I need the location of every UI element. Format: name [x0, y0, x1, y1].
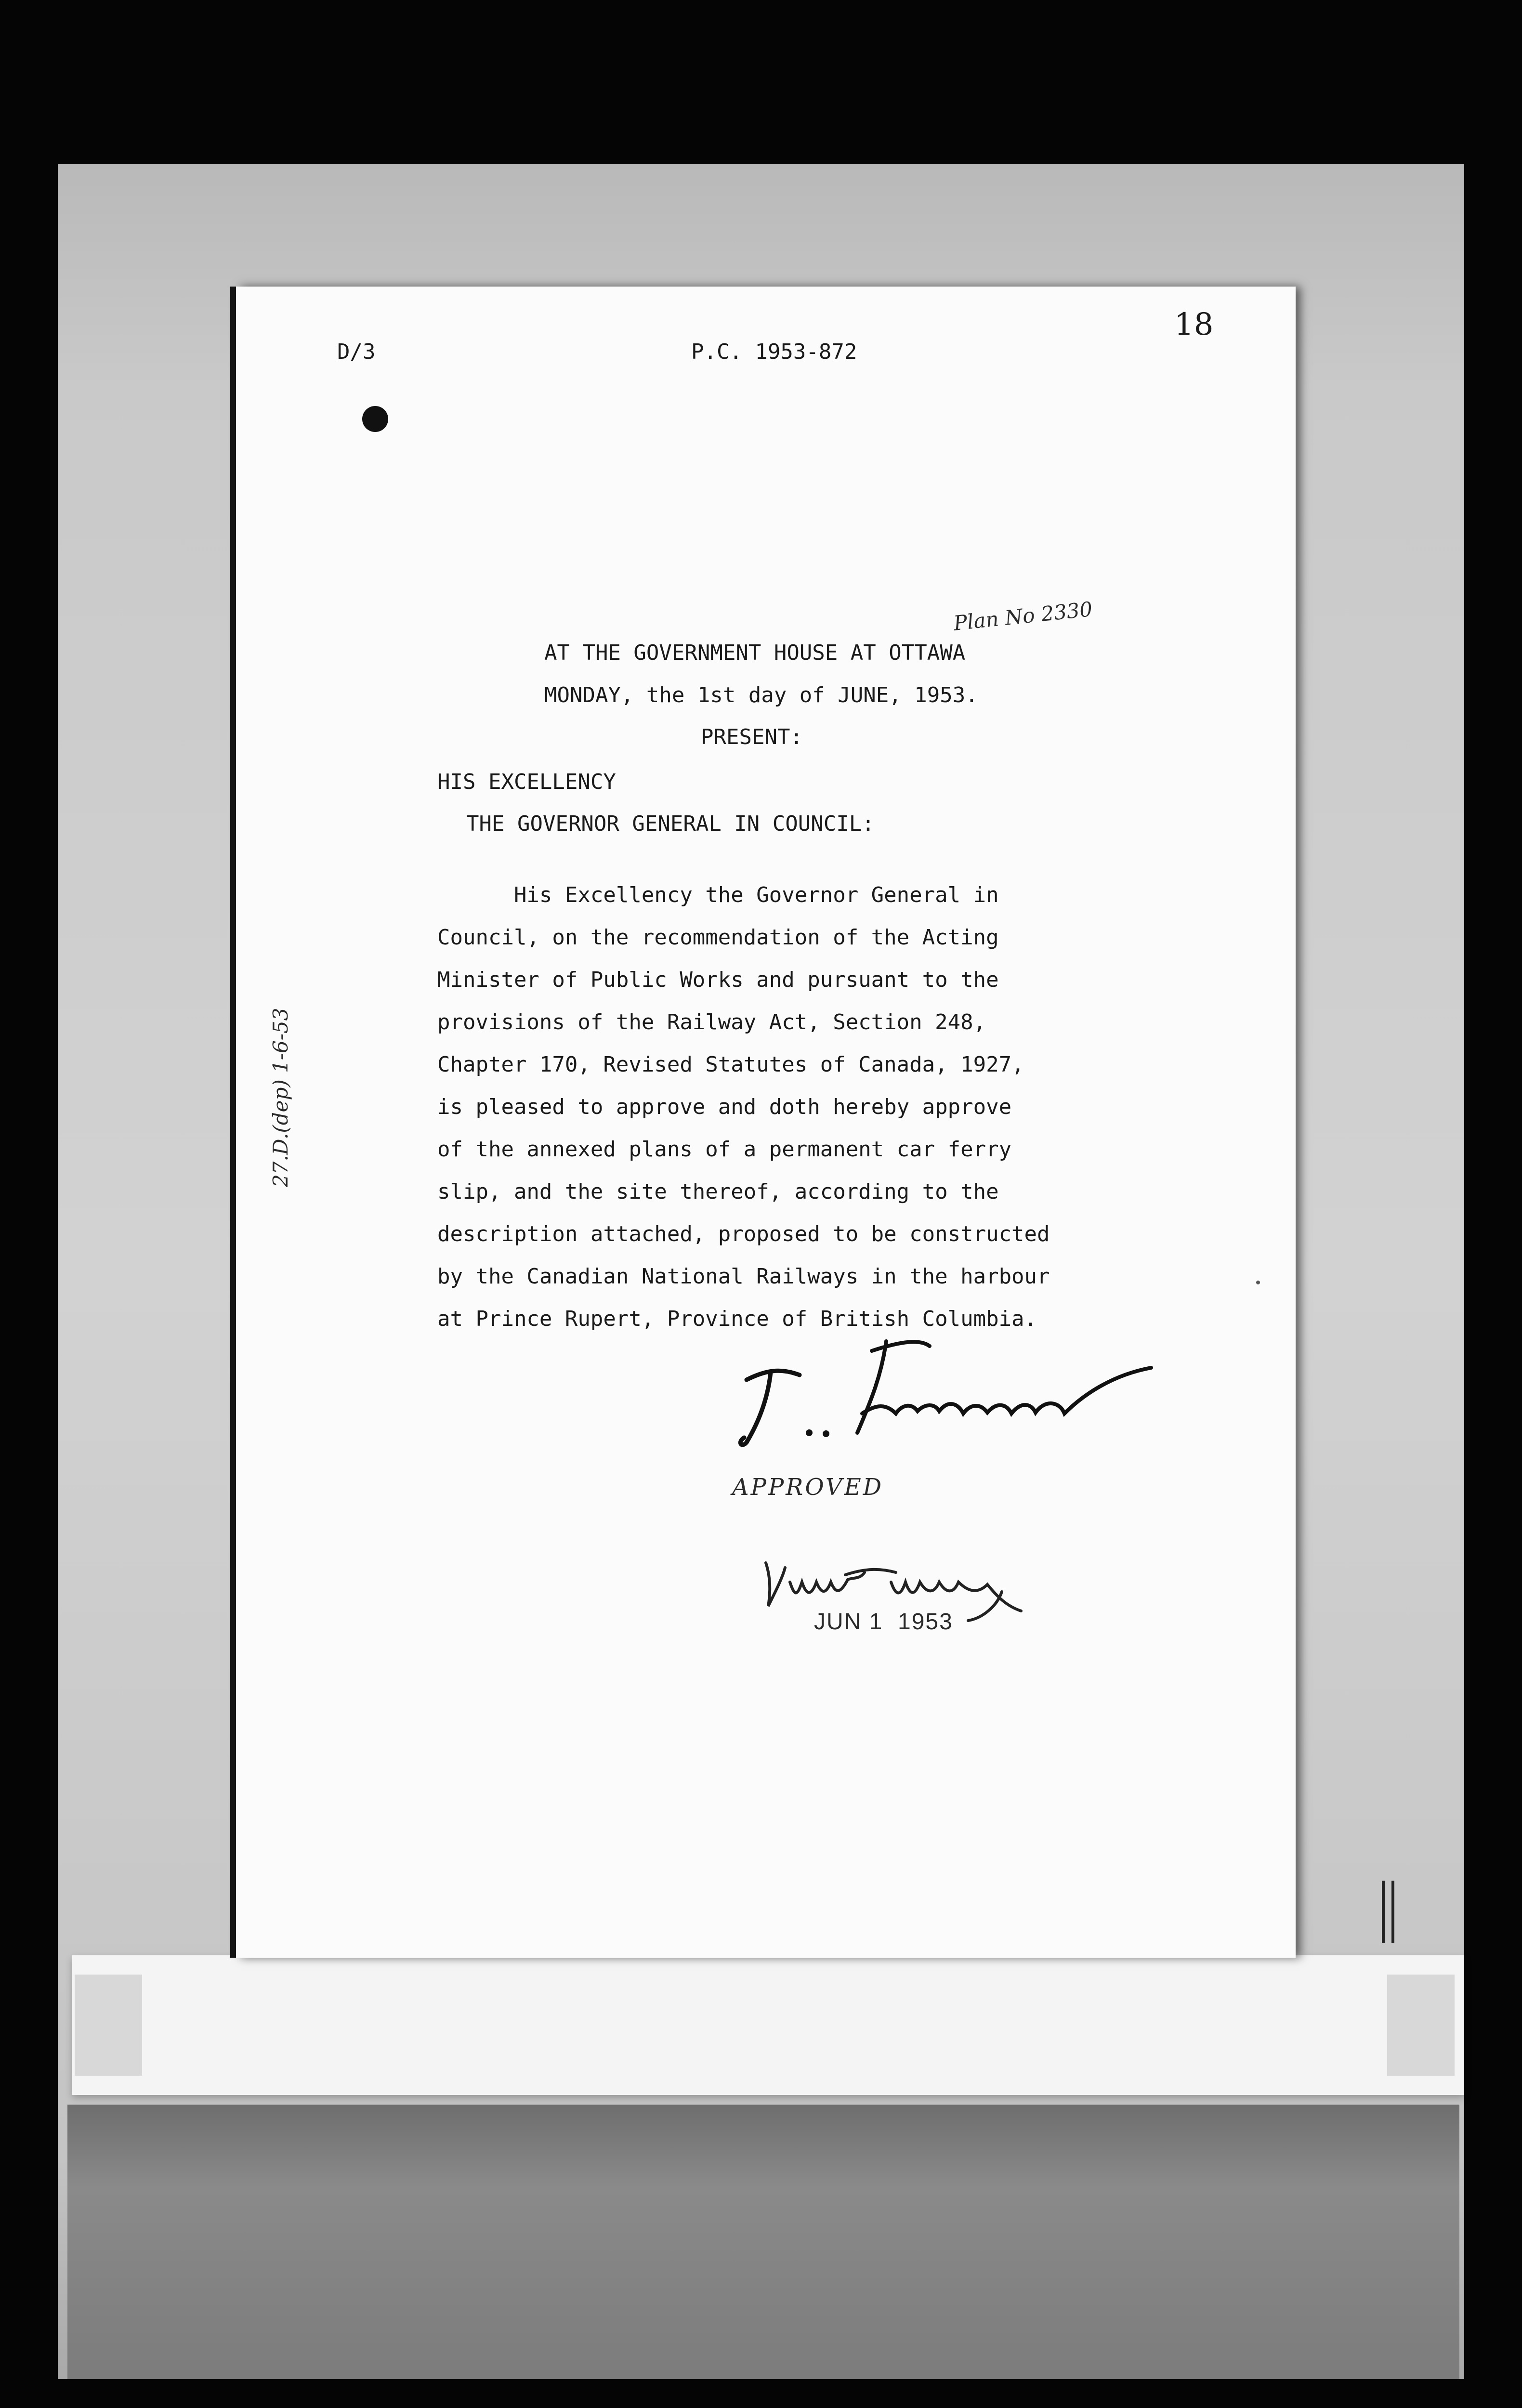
clip-mark — [1382, 1881, 1385, 1943]
file-code: D/3 — [337, 340, 376, 364]
approval-date-stamp: JUN 1 1953 — [814, 1609, 953, 1635]
body-line: Minister of Public Works and pursuant to the — [437, 968, 999, 992]
paper-strip — [72, 1955, 1464, 2095]
body-line: slip, and the site thereof, according to the — [437, 1179, 999, 1204]
body-line: His Excellency the Governor General in — [437, 883, 999, 907]
body-line: is pleased to approve and doth hereby approve — [437, 1095, 1012, 1119]
clerk-signature — [727, 1322, 1190, 1457]
page-number: 18 — [1174, 307, 1214, 342]
plan-number-note: Plan No 2330 — [952, 597, 1094, 635]
addressee-line-1: HIS EXCELLENCY — [437, 770, 616, 794]
mounting-board-lower — [67, 2105, 1459, 2379]
body-line: Council, on the recommendation of the Acting — [437, 925, 999, 950]
body-line: description attached, proposed to be constructed — [437, 1222, 1050, 1246]
approved-label: APPROVED — [732, 1474, 884, 1501]
body-line: of the annexed plans of a permanent car ferry — [437, 1137, 1012, 1162]
heading-present: PRESENT: — [701, 725, 803, 749]
punch-hole — [362, 406, 388, 432]
addressee-line-2: THE GOVERNOR GENERAL IN COUNCIL: — [466, 811, 875, 836]
pc-number: P.C. 1953-872 — [691, 340, 857, 364]
body-line: at Prince Rupert, Province of British Columbia. — [437, 1307, 1037, 1331]
order-body — [437, 874, 1050, 1340]
margin-note: 27.D.(dep) 1-6-53 — [269, 1008, 292, 1187]
heading-location: AT THE GOVERNMENT HOUSE AT OTTAWA — [544, 641, 966, 665]
strip-shade-left — [75, 1975, 142, 2076]
heading-date: MONDAY, the 1st day of JUNE, 1953. — [544, 683, 978, 707]
clip-marks — [1380, 1881, 1399, 1943]
order-in-council-page — [236, 287, 1296, 1958]
scan-speck — [1256, 1281, 1260, 1284]
strip-shade-right — [1387, 1975, 1455, 2076]
clip-mark — [1391, 1881, 1394, 1943]
body-line: Chapter 170, Revised Statutes of Canada, 1927, — [437, 1052, 1024, 1077]
body-line: provisions of the Railway Act, Section 248, — [437, 1010, 986, 1034]
body-line: by the Canadian National Railways in the harbour — [437, 1264, 1050, 1289]
